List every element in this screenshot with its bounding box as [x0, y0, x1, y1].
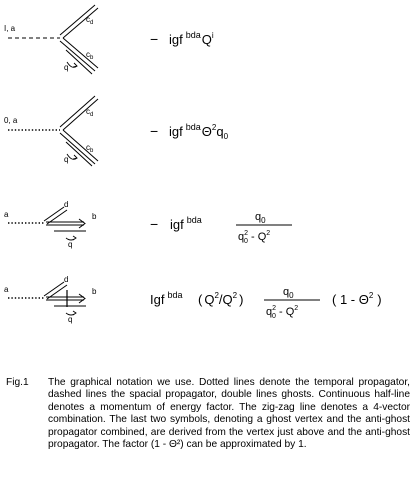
incoming-label: a [4, 210, 9, 219]
fraction-numerator: $q_0$ [255, 211, 266, 225]
vertex-diagram-zigzag [4, 200, 97, 249]
formula-ghost-antighost [150, 286, 382, 320]
momentum-label: q [64, 155, 69, 164]
incoming-label: 0, a [4, 116, 18, 125]
ghost-line-upper [44, 207, 67, 224]
ghost-label-up: d [64, 275, 69, 284]
one-minus-theta-factor: ( $1 - \Theta^2$ ) [332, 291, 382, 307]
coupling: Igf $^{bda}$ [150, 290, 183, 307]
coupling: igf $^{bda}\Theta^2q_0$ [169, 122, 229, 141]
ghost-label-upper: $c_d$ [86, 15, 94, 26]
ghost-label-lower: $c_b$ [86, 50, 94, 61]
vertex-diagram-spatial [4, 5, 98, 74]
fraction-denominator: $q^2$ $0 - Q^2$ [266, 305, 299, 320]
ghost-label-up: d [64, 200, 69, 209]
minus-sign: − [150, 31, 159, 47]
formula-zigzag-vertex [150, 211, 292, 245]
momentum-arrow-icon [67, 62, 77, 67]
ghost-label-lower: $c_b$ [86, 143, 94, 154]
ghost-line-out [46, 297, 84, 300]
ghost-label-out: b [92, 287, 97, 296]
minus-sign: − [150, 123, 159, 139]
out-arrow-icon [79, 219, 85, 228]
formula-temporal-vertex [150, 122, 229, 141]
caption-label: Fig.1 [6, 377, 29, 388]
coupling: igf $^{bda}Q^i$ [169, 30, 214, 47]
ratio-factor: ( $Q^2/Q^2$ ) [198, 291, 244, 307]
momentum-label: q [68, 240, 73, 249]
row-ghost-antighost [4, 275, 382, 324]
figure-caption [6, 377, 410, 451]
minus-sign: − [150, 216, 159, 232]
ghost-label-upper: $c_d$ [86, 107, 94, 118]
out-arrow-icon [79, 294, 85, 303]
row-spatial-vertex [4, 5, 214, 74]
vertex-diagram-ghost [4, 275, 97, 324]
momentum-label: q [68, 315, 73, 324]
coupling: igf $^{bda}$ [170, 215, 202, 232]
ghost-line-out [46, 222, 84, 225]
ghost-label-out: b [92, 212, 97, 221]
momentum-arrow-icon [67, 154, 77, 159]
formula-spatial-vertex [150, 30, 214, 47]
fraction-numerator: $q_0$ [283, 286, 294, 300]
incoming-label: a [4, 285, 9, 294]
caption-text: The graphical notation we use. Dotted lines denote the temporal propagator, dashed lines the spacial propagator, double lines ghosts. Continuous half-line denotes a momentum of energy factor. The zig-zag line denotes a 4-vector combination. The last two symbols, denoting a ghost vertex and the anti-ghost propagator combined, are derived from the vertex just above and the anti-ghost propagator. The factor (1 - Θ²) can be approximated by 1. [48, 377, 410, 451]
row-temporal-vertex [4, 96, 229, 166]
momentum-label: q [64, 63, 69, 72]
ghost-line-upper [44, 282, 67, 299]
fraction-denominator: $q^2$ $0 - Q^2$ [238, 230, 271, 245]
vertex-diagram-temporal [4, 96, 98, 166]
row-zigzag-vertex [4, 200, 292, 249]
incoming-label: I, a [4, 24, 16, 33]
